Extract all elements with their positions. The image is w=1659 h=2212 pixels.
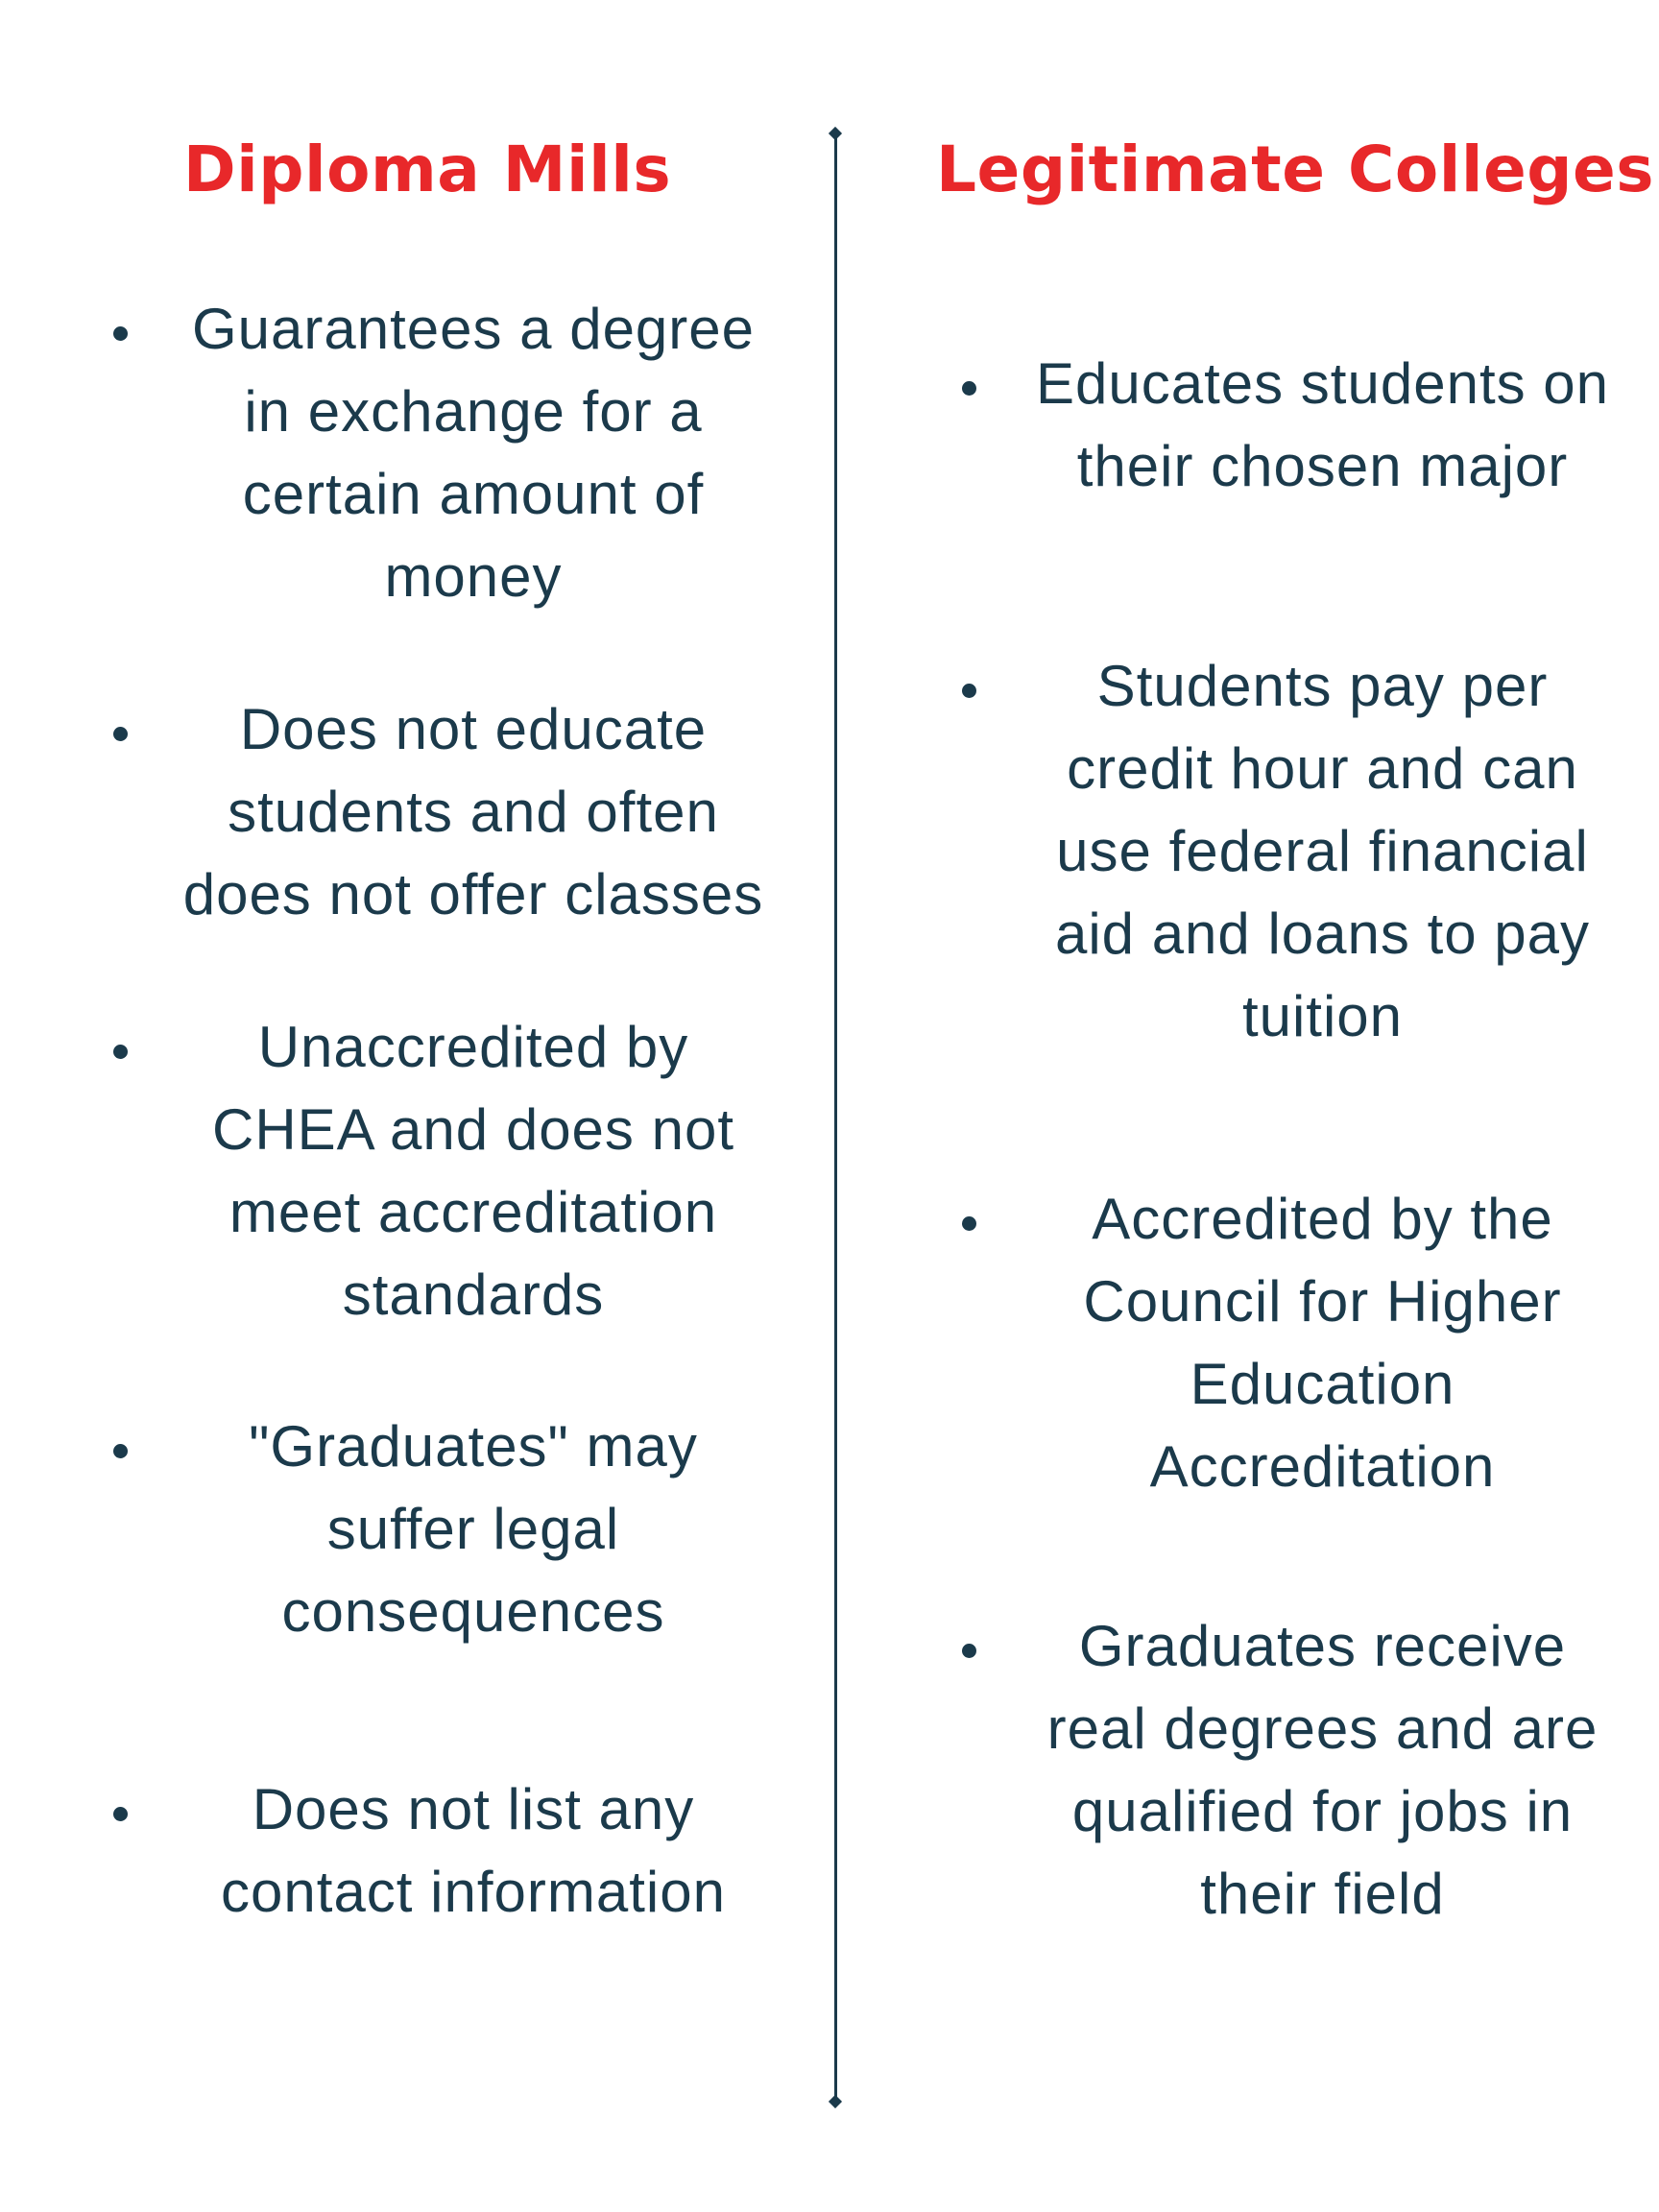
- bullet-icon: [962, 684, 976, 698]
- bullet-icon: [113, 1444, 128, 1458]
- diploma-mills-item-text: "Graduates" may suffer legal consequences: [249, 1414, 698, 1644]
- bullet-icon: [962, 1216, 976, 1231]
- bullet-icon: [113, 727, 128, 741]
- legitimate-colleges-item-text: Students pay per credit hour and can use federal financial aid and loans to pay tuition: [1054, 654, 1591, 1048]
- legitimate-colleges-heading: Legitimate Colleges: [936, 132, 1655, 206]
- diploma-mills-item-text: Does not list any contact information: [221, 1777, 726, 1924]
- bullet-icon: [113, 1807, 128, 1821]
- bullet-icon: [113, 326, 128, 341]
- diploma-mills-item-text: Unaccredited by CHEA and does not meet accreditation standards: [211, 1015, 735, 1327]
- diploma-mills-item-text: Does not educate students and often does not offer classes: [182, 697, 764, 926]
- divider-top-cap: [829, 127, 842, 140]
- legitimate-colleges-item-text: Accredited by the Council for Higher Education Accreditation: [1083, 1187, 1562, 1499]
- diploma-mills-heading: Diploma Mills: [182, 132, 672, 206]
- bullet-icon: [962, 1644, 976, 1658]
- divider-bottom-cap: [829, 2095, 842, 2108]
- bullet-icon: [962, 381, 976, 396]
- column-divider: [834, 132, 837, 2102]
- diploma-mills-item-text: Guarantees a degree in exchange for a certain amount of money: [191, 297, 756, 609]
- bullet-icon: [113, 1045, 128, 1059]
- legitimate-colleges-item-text: Educates students on their chosen major: [1035, 351, 1610, 498]
- legitimate-colleges-item-text: Graduates receive real degrees and are qualified for jobs in their field: [1046, 1614, 1599, 1926]
